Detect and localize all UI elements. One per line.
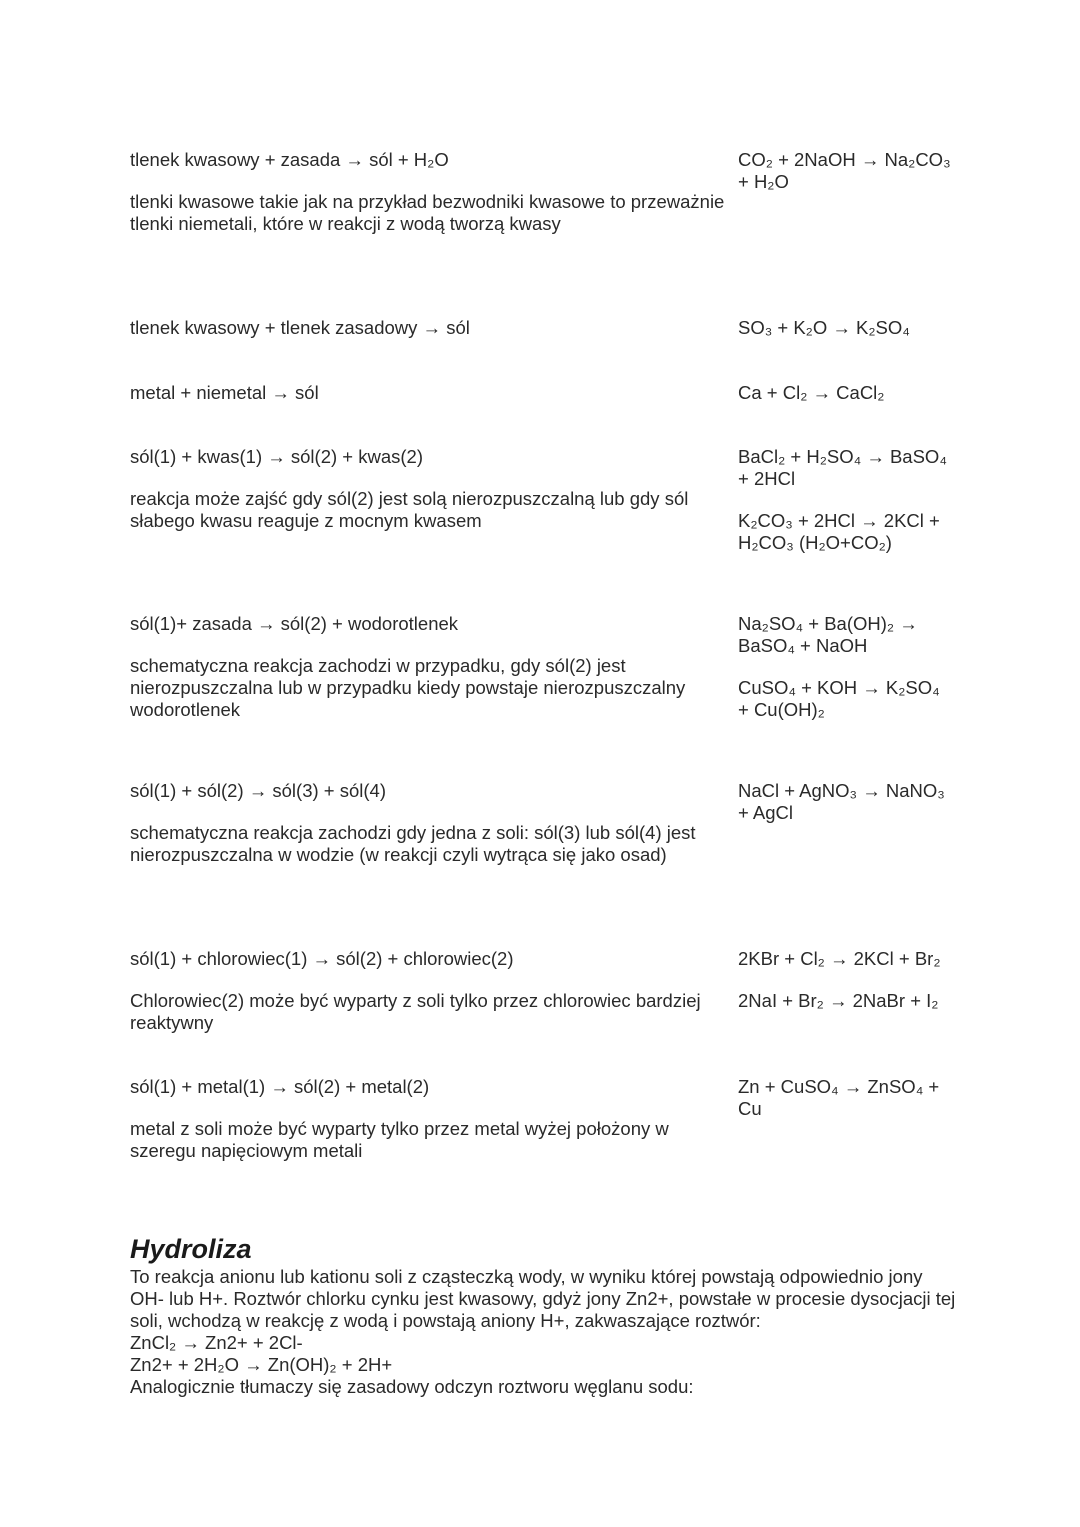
reaction-scheme: tlenek kwasowy + tlenek zasadowy → sól: [130, 317, 470, 338]
reaction-note: schematyczna reakcja zachodzi gdy jedna z soli: sól(3) lub sól(4) jest nierozpuszczalna w wodzie (w reakcji czyli wytrąca się jako osad): [130, 822, 696, 865]
reaction-note: reakcja może zajść gdy sól(2) jest solą nierozpuszczalną lub gdy sól słabego kwasu reaguje z mocnym kwasem: [130, 488, 689, 531]
reaction-note: metal z soli może być wyparty tylko przez metal wyżej położony w szeregu napięciowym metali: [130, 1118, 669, 1161]
reaction-example: 2NaI + Br₂ → 2NaBr + I₂: [738, 990, 939, 1011]
reaction-note: tlenki kwasowe takie jak na przykład bezwodniki kwasowe to przeważnie tlenki niemetali, które w reakcji z wodą tworzą kwasy: [130, 191, 725, 234]
reaction-example: NaCl + AgNO₃ → NaNO₃ + AgCl: [738, 780, 945, 823]
reaction-scheme: sól(1) + sól(2) → sól(3) + sól(4): [130, 780, 386, 801]
reaction-scheme: tlenek kwasowy + zasada → sól + H₂O: [130, 149, 449, 170]
hydrolysis-paragraph: To reakcja anionu lub kationu soli z cząsteczką wody, w wyniku której powstają odpowiednio jony OH- lub H+. Roztwór chlorku cynku jest kwasowy, gdyż jony Zn2+, powstałe w procesie dysocjacji tej soli, wchodzą w reakcję z wodą i powstają aniony H+, zakwaszające roztwór:: [130, 1266, 956, 1331]
reaction-scheme: metal + niemetal → sól: [130, 382, 319, 403]
reaction-note: schematyczna reakcja zachodzi w przypadku, gdy sól(2) jest nierozpuszczalna lub w przypadku kiedy powstaje nierozpuszczalny wodorotlenek: [130, 655, 686, 720]
hydrolysis-closing: Analogicznie tłumaczy się zasadowy odczyn roztworu węglanu sodu:: [130, 1376, 694, 1397]
section-heading: Hydroliza: [130, 1234, 252, 1264]
reaction-example: Zn + CuSO₄ → ZnSO₄ + Cu: [738, 1076, 940, 1119]
reaction-example: CuSO₄ + KOH → K₂SO₄ + Cu(OH)₂: [738, 677, 940, 720]
reaction-example: Na₂SO₄ + Ba(OH)₂ → BaSO₄ + NaOH: [738, 613, 918, 656]
reaction-example: SO₃ + K₂O → K₂SO₄: [738, 317, 910, 338]
reaction-scheme: sól(1)+ zasada → sól(2) + wodorotlenek: [130, 613, 459, 634]
reaction-scheme: sól(1) + chlorowiec(1) → sól(2) + chlorowiec(2): [130, 948, 514, 969]
reaction-scheme: sól(1) + kwas(1) → sól(2) + kwas(2): [130, 446, 423, 467]
reaction-example: K₂CO₃ + 2HCl → 2KCl + H₂CO₃ (H₂O+CO₂): [738, 510, 940, 553]
hydrolysis-equation: Zn2+ + 2H₂O → Zn(OH)₂ + 2H+: [130, 1354, 393, 1375]
hydrolysis-equation: ZnCl₂ → Zn2+ + 2Cl-: [130, 1332, 303, 1353]
reaction-example: BaCl₂ + H₂SO₄ → BaSO₄ + 2HCl: [738, 446, 947, 489]
reaction-note: Chlorowiec(2) może być wyparty z soli tylko przez chlorowiec bardziej reaktywny: [130, 990, 701, 1033]
hydrolysis-section: [130, 1266, 960, 1398]
reaction-example: Ca + Cl₂ → CaCl₂: [738, 382, 885, 403]
reaction-example: 2KBr + Cl₂ → 2KCl + Br₂: [738, 948, 941, 969]
reaction-example: CO₂ + 2NaOH → Na₂CO₃ + H₂O: [738, 149, 951, 192]
reaction-scheme: sól(1) + metal(1) → sól(2) + metal(2): [130, 1076, 430, 1097]
